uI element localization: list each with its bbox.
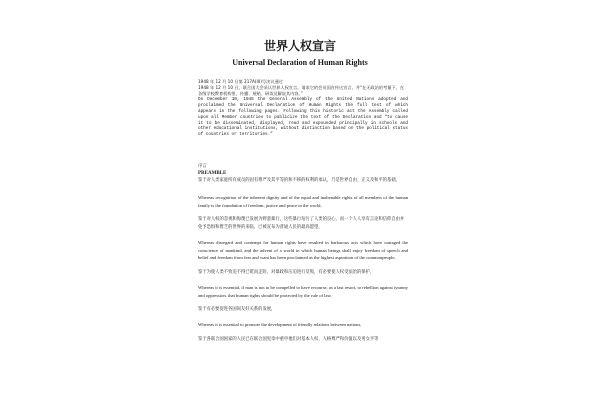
title-english: Universal Declaration of Human Rights xyxy=(232,58,368,67)
paragraph-2-english: Whereas disregard and contempt for human rights have resulted in barbarous acts which have outraged the conscience of mankind, and the advent of a world in which human beings shall enjoy freedom of speech and belief and freedom from fear and want has been proclaimed as the highest aspiration of the commonpeople, xyxy=(198,240,408,261)
paragraph-5-chinese: 鉴于各联合国国家的人民已在联合国宪章中重申他们对基本人权、人格尊严和价值以及男女平等 xyxy=(198,336,379,342)
paragraph-3-chinese: 鉴于为使人类不致迫不得已铤而走险，对暴政和压迫进行反叛，有必要使人权受法治的保护， xyxy=(198,269,375,275)
preamble-heading-chinese: 序言 xyxy=(198,164,207,169)
paragraph-3-english: Whereas it is essential, if man is not to be compelled to have recourse, as a last resort, to rebellion against tyranny and oppression, that human rights should be protected by the rule of law, xyxy=(198,284,408,298)
paragraph-4-chinese: 鉴于有必要促进各国间友好关系的发展， xyxy=(198,307,276,313)
intro-note-chinese: 1948 年 12 月 10 日，联合国大会采认世界人权宣言。请求它的会员国宣传这宣言，并“在无政治的考量下，在各级学校教育机构里，传播、展贴、研读及解说其内容。” xyxy=(198,85,405,97)
paragraph-1-english: Whereas recognition of the inherent dignity and of the equal and inalienable rights of all members of the human family is the foundation of freedom, justice and peace in the world, xyxy=(198,195,408,208)
paragraph-4-english: Whereas it is essential to promote the development of friendly relations between nations, xyxy=(198,322,362,328)
preamble-section xyxy=(198,164,408,344)
title-chinese: 世界人权宣言 xyxy=(263,39,336,53)
preamble-heading-english: PREAMBLE xyxy=(198,171,227,176)
intro-note-english: On December 10, 1948 the General Assembly of the United Nations adopted and proclaimed the Universal Declaration of Human Rights the full text of which appears in the following pages. Following this historic act the Assembly called upon all Member countries to publicize the text of the Declaration and “to cause it to be disseminated, displayed, read and expounded principally in schools and other educational institutions, without distinction based on the political status of countries or territories.” xyxy=(198,97,408,138)
paragraph-2-chinese: 鉴于对人权的忽视和侮蔑已发展为野蛮暴行，这些暴行玷污了人类的良心，而一个人人享有言论和信仰自由并免予恐惧和匮乏的世界的来临，已被宣布为普通人民的最高愿望， xyxy=(198,217,405,231)
adopted-line: 1948 年 12 月 10 日第 217A(III)号决议通过 xyxy=(198,79,283,84)
paragraph-1-chinese: 鉴于对人类家庭所有成员的固有尊严及其平等的和不移的权利的承认，乃是世界自由、正义及和平的基础， xyxy=(198,178,400,183)
intro-block xyxy=(198,79,408,138)
